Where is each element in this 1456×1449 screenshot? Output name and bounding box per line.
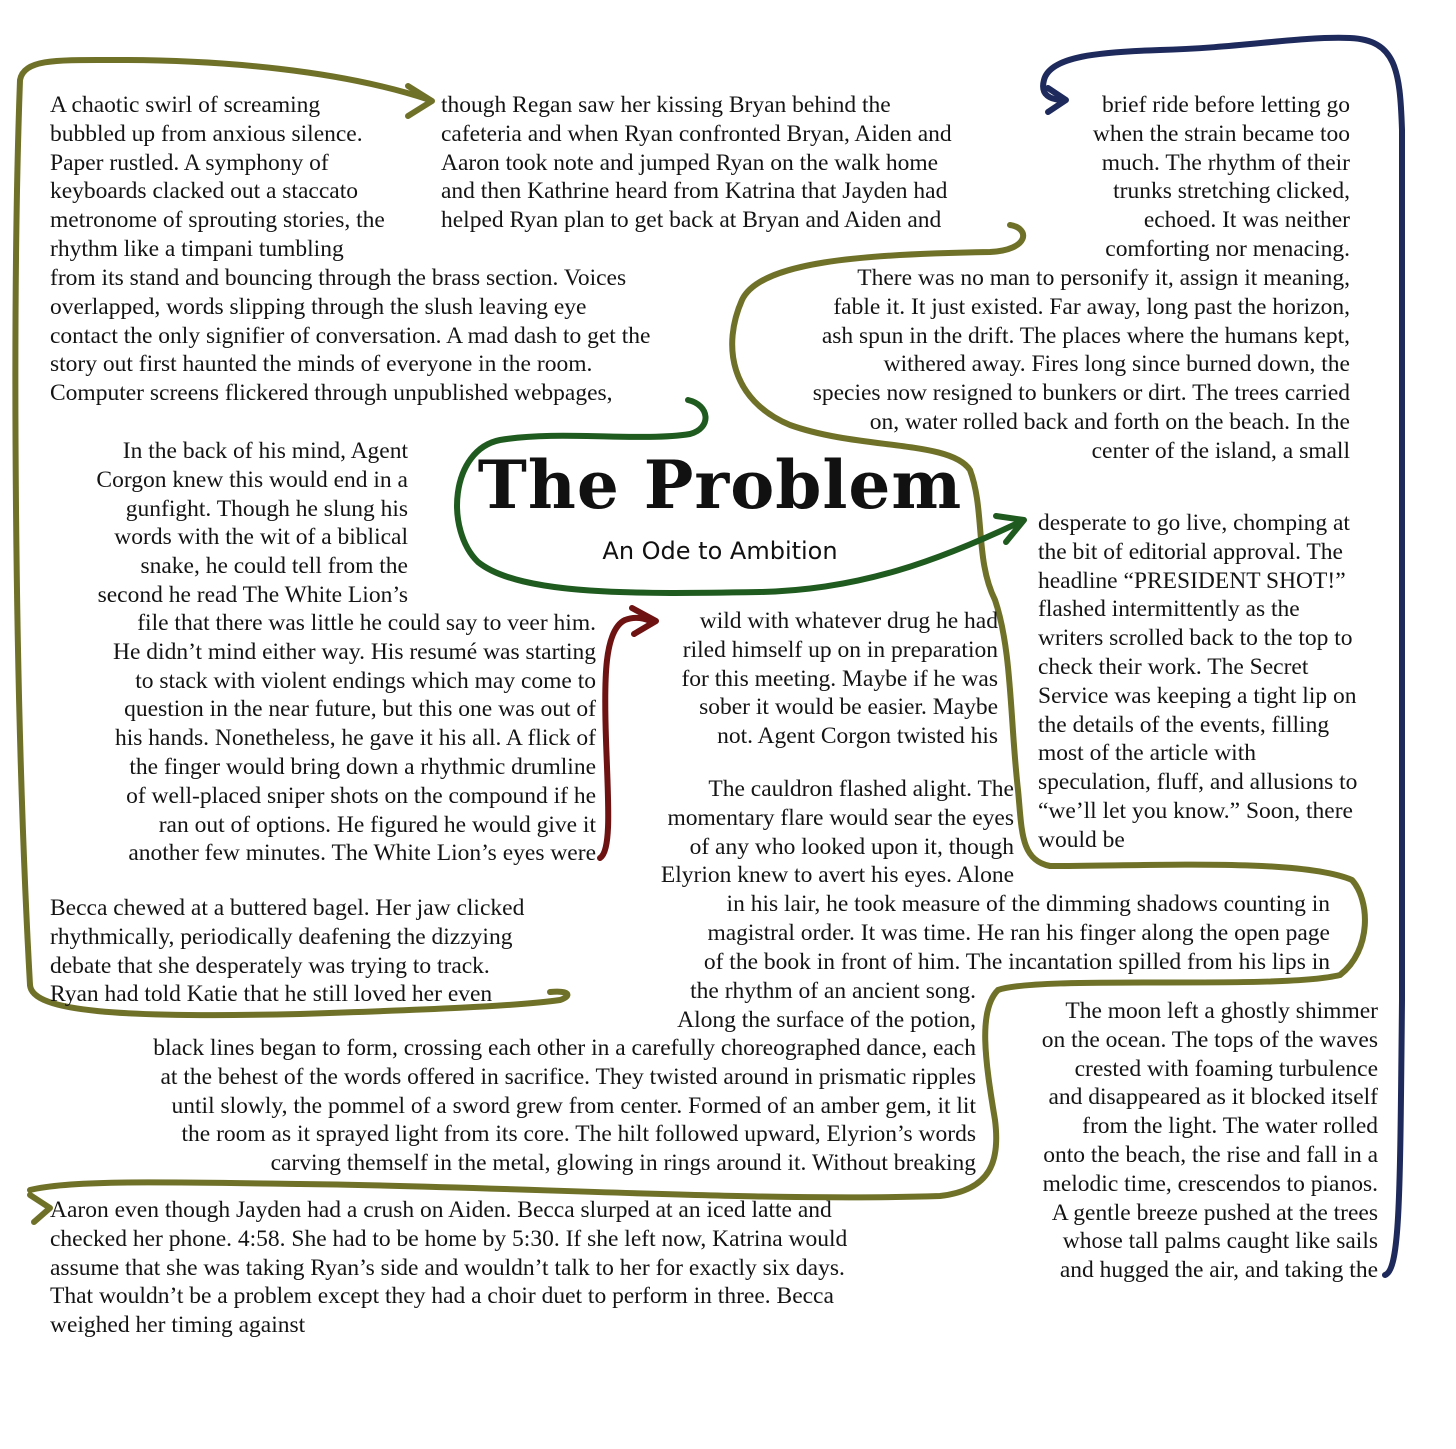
text-line: in his lair, he took measure of the dimming shadows counting in [726,891,1330,917]
text-line: magistral order. It was time. He ran his finger along the open page [707,919,1330,946]
text-line: In the back of his mind, Agent [122,438,408,464]
text-line: snake, he could tell from the [140,553,408,580]
block-newsroom-top [50,91,385,264]
text-line: riled himself up on in preparation [682,636,998,663]
green-arrowhead-president [996,516,1024,542]
text-line: Aaron even though Jayden had a crush on Aiden. Becca slurped at an iced latte and [50,1197,832,1223]
text-line: on, water rolled back and forth on the beach. In the [869,408,1350,435]
text-line: to stack with violent endings which may come to [135,667,596,694]
text-line: echoed. It was neither [1143,207,1350,234]
text-line: story out first haunted the minds of everyone in the room. [50,351,593,378]
text-line: file that there was little he could say to veer him. [137,610,596,636]
text-line: when the strain became too [1092,120,1350,147]
text-line: brief ride before letting go [1102,92,1350,118]
text-line: rhythm like a timpani tumbling [50,235,344,262]
text-line: for this meeting. Maybe if he was [681,665,998,692]
text-line: The moon left a ghostly shimmer [1065,998,1378,1024]
text-line: and then Kathrine heard from Katrina that Jayden had [441,178,948,205]
block-cauldron-low [600,977,976,1035]
text-line: black lines began to form, crossing each other in a carefully choreographed dance, each [153,1035,976,1061]
text-line: ran out of options. He figured he would give it [158,811,596,838]
block-aaron [50,1196,847,1340]
text-line: most of the article with [1038,740,1256,767]
text-line: melodic time, crescendos to pianos. [1042,1170,1378,1197]
text-line: flashed intermittently as the [1038,596,1300,623]
text-line: The cauldron flashed alight. The [708,776,1014,802]
text-line: fable it. It just existed. Far away, long past the horizon, [833,293,1350,320]
text-line: overlapped, words slipping through the slush leaving eye [50,293,587,320]
text-line: check their work. The Secret [1038,653,1309,680]
block-island-top [1040,91,1350,264]
text-line: carving themself in the metal, glowing in rings around it. Without breaking [270,1150,976,1177]
text-line: center of the island, a small [1091,437,1350,464]
block-corgon-top [40,437,408,610]
text-line: rhythmically, periodically deafening the dizzying [50,923,513,950]
text-line: sober it would be easier. Maybe [699,694,998,721]
text-line: writers scrolled back to the top to [1038,625,1353,652]
text-line: the rhythm of an ancient song. [690,978,976,1004]
block-becca [50,894,524,1009]
text-line: words with the wit of a biblical [114,524,408,551]
text-line: Aaron took note and jumped Ryan on the walk home [441,149,939,176]
text-line: crested with foaming turbulence [1074,1055,1378,1082]
text-line: until slowly, the pommel of a sword grew from center. Formed of an amber gem, it lit [171,1092,976,1119]
text-line: Becca chewed at a buttered bagel. Her jaw clicked [50,895,525,921]
text-line: Elyrion knew to avert his eyes. Alone [660,862,1014,889]
text-line: would be [1038,826,1125,853]
text-line: momentary flare would sear the eyes [667,804,1014,831]
text-line: whose tall palms caught like sails [1062,1228,1378,1255]
text-line: “we’ll let you know.” Soon, there [1038,797,1353,824]
text-line: at the behest of the words offered in sacrifice. They twisted around in prismatic ripples [160,1063,976,1090]
text-line: on the ocean. The tops of the waves [1041,1026,1378,1053]
block-cauldron-mid [600,890,1330,976]
text-line: Computer screens flickered through unpublished webpages, [50,380,613,407]
text-line: question in the near future, but this one was out of [124,696,596,723]
text-line: second he read The White Lion’s [97,581,408,608]
text-line: Service was keeping a tight lip on [1038,682,1357,709]
text-line: Corgon knew this would end in a [96,466,408,493]
text-line: the room as it sprayed light from its core. The hilt followed upward, Elyrion’s words [181,1121,976,1148]
text-line: though Regan saw her kissing Bryan behind the [441,92,891,118]
text-line: That wouldn’t be a problem except they had a choir duet to perform in three. Becca [50,1283,834,1310]
text-line: Along the surface of the potion, [677,1006,976,1033]
text-line: A gentle breeze pushed at the trees [1051,1199,1378,1226]
block-cauldron-bottom [40,1034,976,1178]
text-line: There was no man to personify it, assign it meaning, [857,265,1350,291]
text-line: from its stand and bouncing through the brass section. Voices [50,265,627,291]
text-line: of any who looked upon it, though [689,833,1014,860]
text-line: bubbled up from anxious silence. [50,120,363,147]
page-title: The Problem [477,446,963,524]
text-line: speculation, fluff, and allusions to [1038,769,1358,796]
text-line: onto the beach, the rise and fall in a [1043,1141,1378,1168]
text-line: much. The rhythm of their [1101,149,1350,176]
text-line: the finger would bring down a rhythmic drumline [129,753,596,780]
text-line: withered away. Fires long since burned down, the [883,351,1350,378]
text-line: from the light. The water rolled [1082,1113,1378,1140]
text-line: headline “PRESIDENT SHOT!” [1038,567,1346,594]
text-line: Ryan had told Katie that he still loved her even [50,981,493,1008]
page-subtitle: An Ode to Ambition [602,537,838,565]
text-line: Paper rustled. A symphony of [50,149,329,176]
text-line: helped Ryan plan to get back at Bryan and Aiden and [441,207,942,234]
block-cafeteria [441,91,952,235]
text-line: and disappeared as it blocked itself [1048,1084,1378,1111]
text-line: keyboards clacked out a staccato [50,178,358,205]
text-line: another few minutes. The White Lion’s eyes were [128,840,596,867]
text-line: the bit of editorial approval. The [1038,538,1343,565]
text-line: comforting nor menacing. [1105,235,1350,262]
text-line: ash spun in the drift. The places where the humans kept, [821,322,1350,349]
block-cauldron-top [600,775,1014,890]
text-line: not. Agent Corgon twisted his [717,723,998,750]
block-newsroom-bottom [50,264,650,408]
block-president [1038,509,1357,855]
text-line: assume that she was taking Ryan’s side and wouldn’t talk to her for exactly six days. [50,1254,845,1281]
text-line: wild with whatever drug he had [699,608,998,634]
olive-arrowhead-aaron [30,1195,50,1222]
text-line: metronome of sprouting stories, the [50,207,385,234]
block-moon [996,997,1378,1285]
text-line: cafeteria and when Ryan confronted Bryan, Aiden and [441,120,952,147]
text-line: debate that she desperately was trying to track. [50,952,490,979]
text-line: of well-placed sniper shots on the compound if he [126,782,596,809]
text-line: trunks stretching clicked, [1113,178,1350,205]
text-line: A chaotic swirl of screaming [50,92,321,118]
text-line: and hugged the air, and taking the [1059,1257,1378,1284]
text-line: checked her phone. 4:58. She had to be home by 5:30. If she left now, Katrina would [50,1225,848,1252]
block-island-bottom [730,264,1350,466]
olive-arrowhead-cafeteria [408,86,432,116]
text-line: gunfight. Though he slung his [125,495,408,522]
text-line: species now resigned to bunkers or dirt. The trees carried [812,380,1350,407]
text-line: contact the only signifier of conversation. A mad dash to get the [50,322,651,349]
text-line: desperate to go live, chomping at [1038,510,1350,536]
block-drug [630,607,998,751]
block-corgon-bottom [40,609,596,868]
text-line: weighed her timing against [50,1312,306,1339]
text-line: his hands. Nonetheless, he gave it his all. A flick of [114,725,596,752]
text-line: the details of the events, filling [1038,711,1330,738]
text-line: of the book in front of him. The incantation spilled from his lips in [703,948,1330,975]
text-line: He didn’t mind either way. His resumé was starting [113,638,596,665]
